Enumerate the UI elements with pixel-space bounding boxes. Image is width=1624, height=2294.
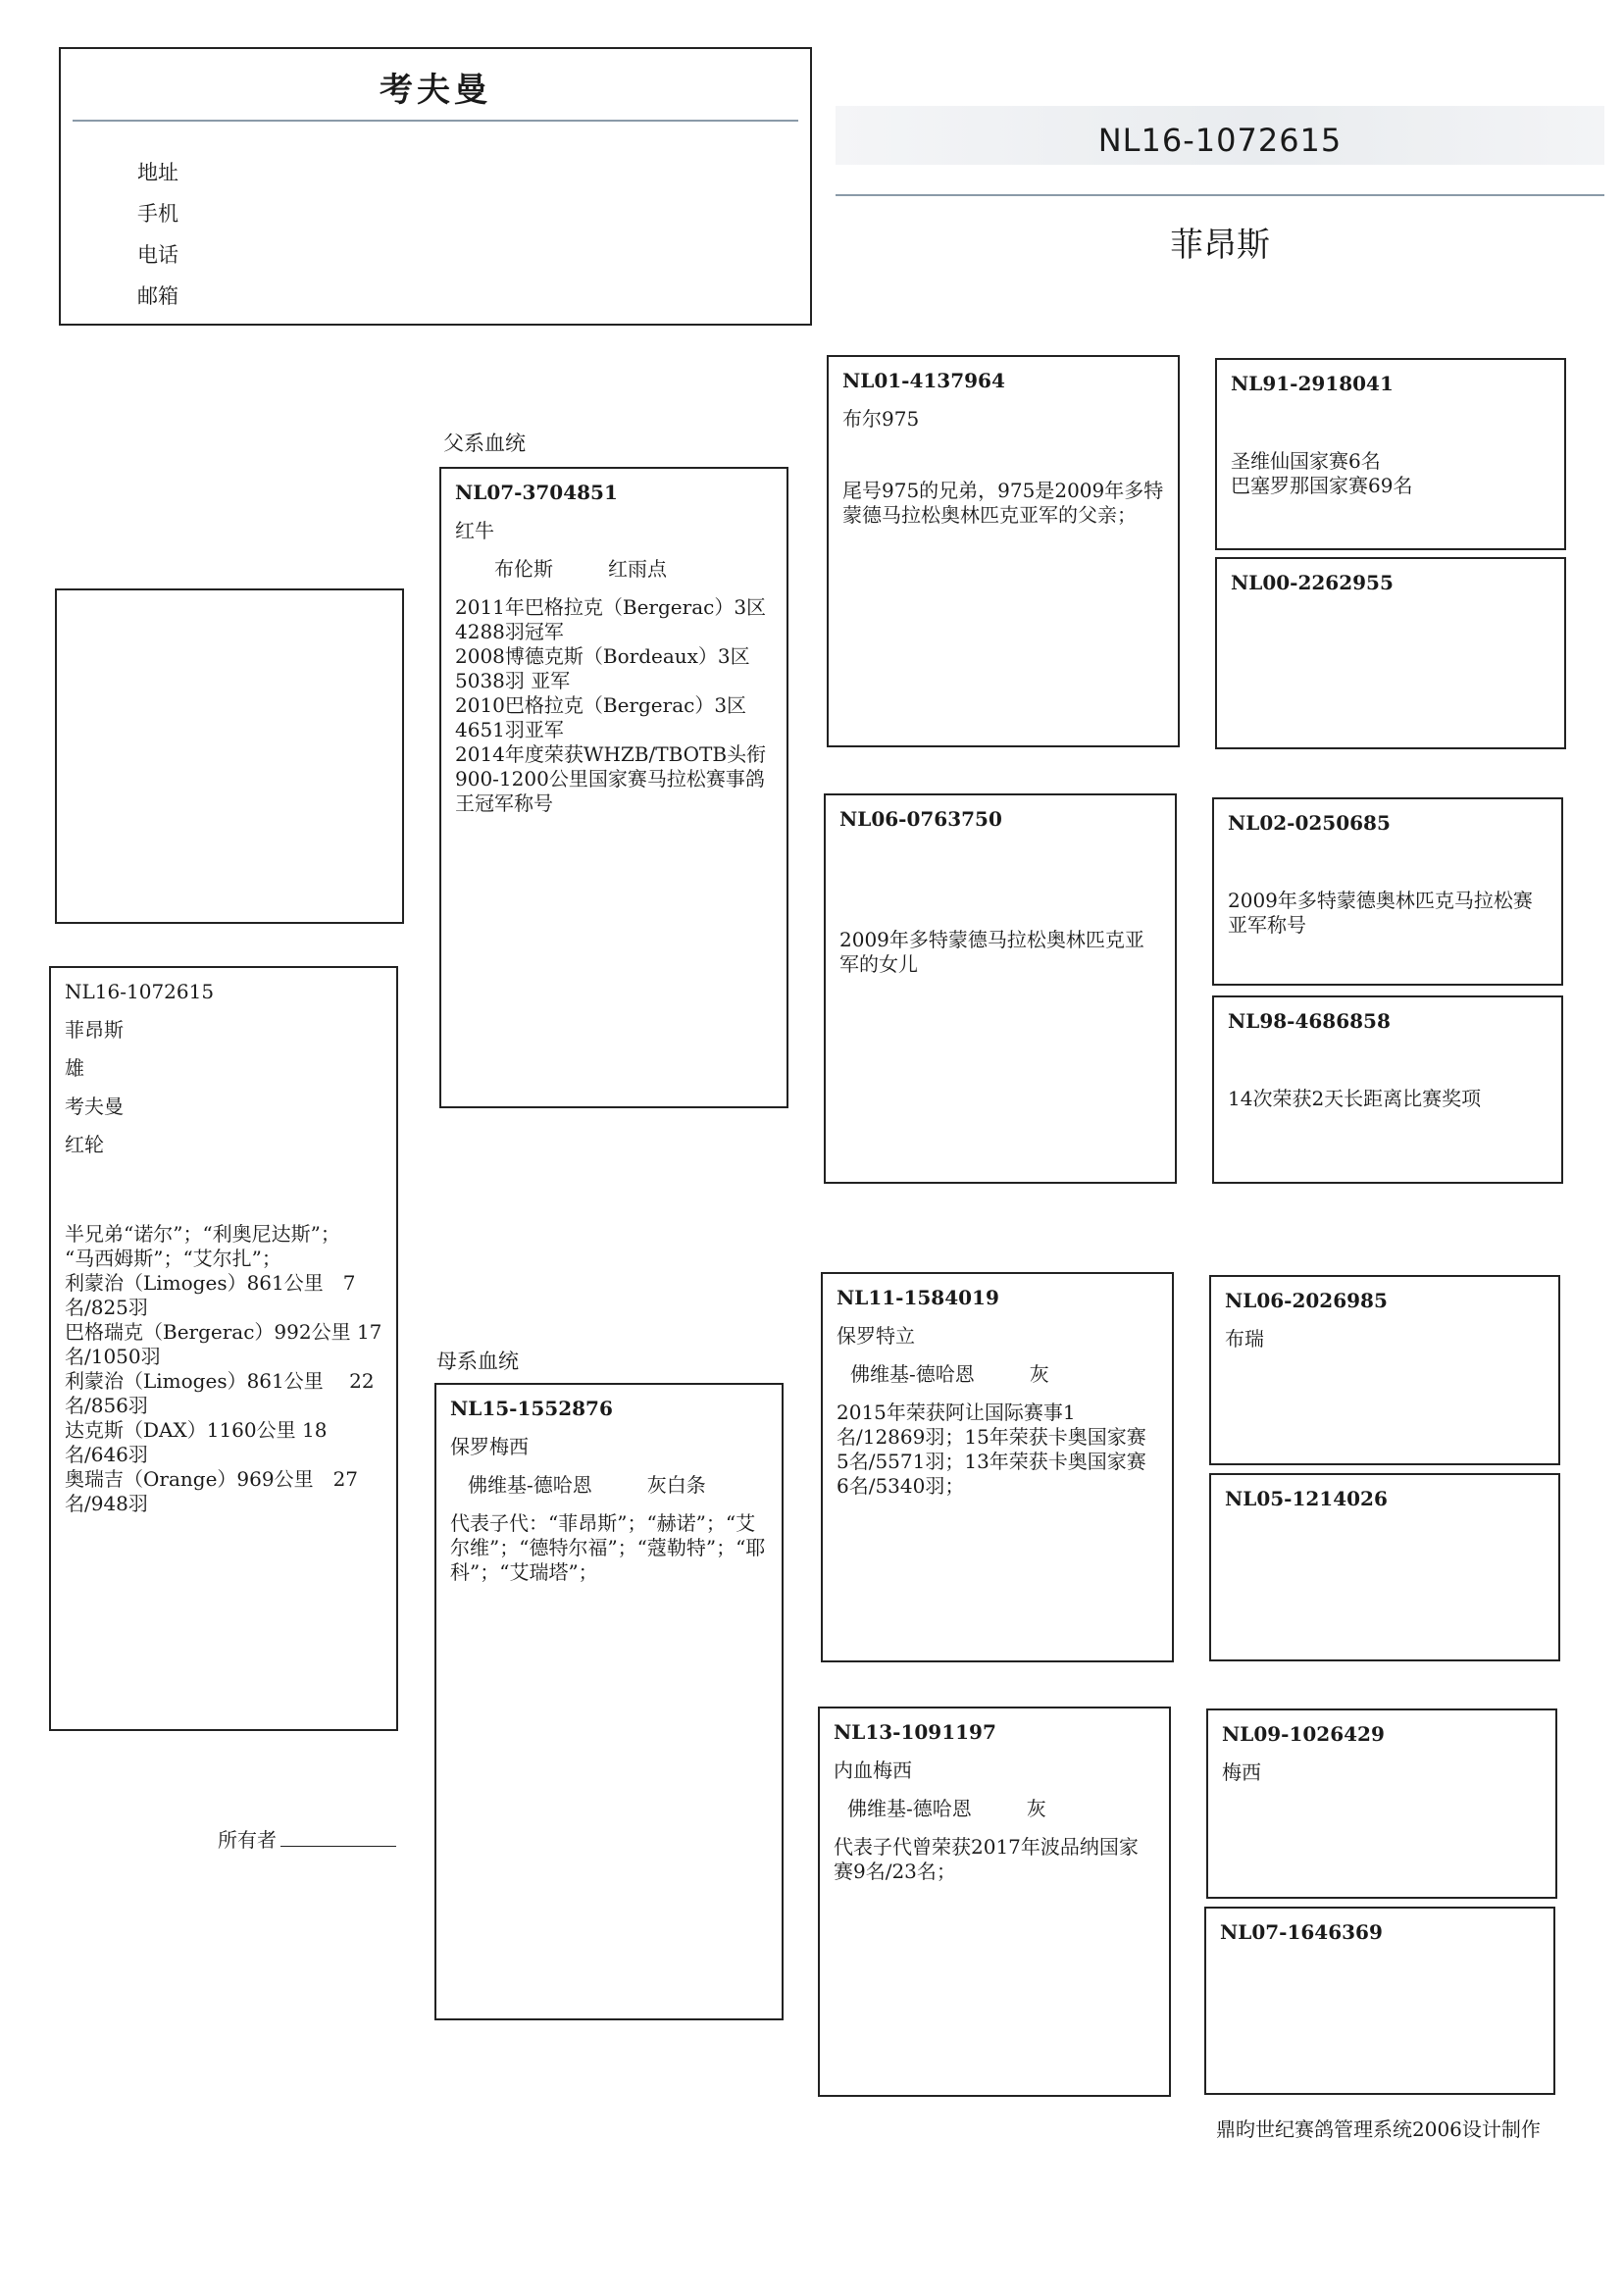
dam-sire-name: 保罗特立 bbox=[837, 1324, 915, 1348]
dam-dam-strain: 佛维基-德哈恩 bbox=[847, 1797, 972, 1820]
subject-name: 菲昂斯 bbox=[65, 1018, 124, 1042]
sire-dam-sire-card bbox=[1212, 797, 1563, 986]
dam-sire-strain: 佛维基-德哈恩 bbox=[850, 1362, 975, 1386]
owner-card bbox=[59, 47, 812, 326]
header-bird-name: 菲昂斯 bbox=[1170, 226, 1270, 265]
dam-dam-name: 内血梅西 bbox=[834, 1759, 912, 1782]
dam-strain: 佛维基-德哈恩 bbox=[468, 1473, 592, 1497]
dam-strain-row bbox=[450, 1473, 768, 1498]
owner-signature-label: 所有者 bbox=[218, 1828, 277, 1852]
dam-sire-dam-ring: NL05-1214026 bbox=[1225, 1487, 1388, 1510]
owner-mobile-label: 手机 bbox=[137, 202, 178, 226]
dam-sire-color: 灰 bbox=[1029, 1362, 1049, 1386]
owner-name: 考夫曼 bbox=[380, 71, 491, 110]
sire-ring: NL07-3704851 bbox=[455, 481, 618, 504]
subject-sex: 雄 bbox=[65, 1056, 84, 1080]
photo-box bbox=[55, 588, 404, 924]
owner-phone-label: 电话 bbox=[137, 243, 178, 267]
owner-email-label: 邮箱 bbox=[137, 284, 178, 308]
dam-sire-sire-name: 布瑞 bbox=[1225, 1327, 1264, 1351]
dam-ring: NL15-1552876 bbox=[450, 1397, 613, 1420]
sire-color: 红雨点 bbox=[608, 557, 667, 581]
sire-card bbox=[439, 467, 788, 1108]
sire-name: 红牛 bbox=[455, 519, 494, 542]
sire-dam-card bbox=[824, 793, 1177, 1184]
subject-owner: 考夫曼 bbox=[65, 1095, 124, 1118]
sire-dam-sire-ring: NL02-0250685 bbox=[1228, 811, 1391, 835]
dam-name: 保罗梅西 bbox=[450, 1435, 529, 1458]
sire-sire-sire-achievements: 圣维仙国家赛6名 巴塞罗那国家赛69名 bbox=[1231, 449, 1413, 497]
sire-strain-row bbox=[455, 557, 773, 582]
dam-dam-sire-card bbox=[1206, 1708, 1557, 1899]
sire-sire-name: 布尔975 bbox=[842, 407, 920, 431]
sire-sire-sire-ring: NL91-2918041 bbox=[1231, 372, 1394, 395]
dam-dam-ring: NL13-1091197 bbox=[834, 1720, 996, 1744]
sire-sire-card bbox=[827, 355, 1180, 747]
dam-color: 灰白条 bbox=[646, 1473, 706, 1497]
dam-dam-color: 灰 bbox=[1026, 1797, 1046, 1820]
sire-sire-dam-card bbox=[1215, 557, 1566, 749]
sire-dam-dam-achievements: 14次荣获2天长距离比赛奖项 bbox=[1228, 1087, 1482, 1110]
dam-sire-card bbox=[821, 1272, 1174, 1662]
sire-dam-sire-achievements: 2009年多特蒙德奥林匹克马拉松赛亚军称号 bbox=[1228, 889, 1533, 937]
sire-strain: 布伦斯 bbox=[494, 557, 553, 581]
subject-card bbox=[49, 966, 398, 1731]
dam-sire-ring: NL11-1584019 bbox=[837, 1286, 999, 1309]
sire-dam-dam-ring: NL98-4686858 bbox=[1228, 1009, 1391, 1033]
owner-signature bbox=[218, 1824, 396, 1853]
sire-achievements: 2011年巴格拉克（Bergerac）3区4288羽冠军 2008博德克斯（Bordeaux）3区 5038羽 亚军 2010巴格拉克（Bergerac）3区 4651羽亚军 2014年度荣获WHZB/TBOTB头衔900-1200公里国家赛马拉松赛事鸽王冠军称号 bbox=[455, 595, 767, 815]
subject-ring: NL16-1072615 bbox=[65, 980, 215, 1003]
sire-sire-sire-card bbox=[1215, 358, 1566, 550]
owner-address-label: 地址 bbox=[137, 161, 178, 184]
dam-dam-card bbox=[818, 1707, 1171, 2097]
sire-sire-achievements: 尾号975的兄弟，975是2009年多特蒙德马拉松奥林匹克亚军的父亲； bbox=[842, 479, 1164, 527]
subject-achievements: 半兄弟“诺尔”；“利奥尼达斯”； “马西姆斯”；“艾尔扎”； 利蒙治（Limoges）861公里 7名/825羽 巴格瑞克（Bergerac）992公里 17名/1050羽 利蒙治（Limoges）861公里 22名/856羽 达克斯（DAX）1160公里 18名/646羽 奥瑞吉（Orange）969公里 27名/948羽 bbox=[65, 1222, 382, 1515]
dam-sire-sire-card bbox=[1209, 1275, 1560, 1465]
dam-card bbox=[434, 1383, 784, 2020]
dam-dam-dam-card bbox=[1204, 1907, 1555, 2095]
dam-dam-dam-ring: NL07-1646369 bbox=[1220, 1920, 1383, 1944]
dam-dam-sire-ring: NL09-1026429 bbox=[1222, 1722, 1385, 1746]
owner-signature-line bbox=[280, 1846, 396, 1847]
sire-dam-achievements: 2009年多特蒙德马拉松奥林匹克亚军的女儿 bbox=[839, 928, 1144, 976]
dam-dam-achievements: 代表子代曾荣获2017年波品纳国家赛9名/23名； bbox=[834, 1835, 1139, 1883]
dam-dam-sire-name: 梅西 bbox=[1222, 1760, 1261, 1784]
header-ring-number: NL16-1072615 bbox=[1097, 122, 1343, 159]
sire-sire-dam-ring: NL00-2262955 bbox=[1231, 571, 1394, 594]
dam-achievements: 代表子代：“菲昂斯”；“赫诺”；“艾尔维”；“德特尔福”；“蔻勒特”；“耶科”；“艾瑞塔”； bbox=[450, 1511, 766, 1584]
sire-dam-ring: NL06-0763750 bbox=[839, 807, 1002, 831]
title-divider bbox=[836, 194, 1604, 196]
dam-line-label: 母系血统 bbox=[436, 1350, 519, 1373]
dam-sire-achievements: 2015年荣获阿让国际赛事1名/12869羽；15年荣获卡奥国家赛5名/5571羽；13年荣获卡奥国家赛6名/5340羽； bbox=[837, 1401, 1146, 1498]
dam-dam-strain-row bbox=[834, 1797, 1155, 1821]
owner-divider bbox=[73, 120, 798, 122]
subject-color: 红轮 bbox=[65, 1133, 104, 1156]
sire-dam-dam-card bbox=[1212, 995, 1563, 1184]
dam-sire-dam-card bbox=[1209, 1473, 1560, 1661]
sire-sire-ring: NL01-4137964 bbox=[842, 369, 1005, 392]
dam-sire-sire-ring: NL06-2026985 bbox=[1225, 1289, 1388, 1312]
footer-credit: 鼎昀世纪赛鸽管理系统2006设计制作 bbox=[1216, 2117, 1541, 2141]
dam-sire-strain-row bbox=[837, 1362, 1158, 1387]
sire-line-label: 父系血统 bbox=[443, 432, 526, 455]
